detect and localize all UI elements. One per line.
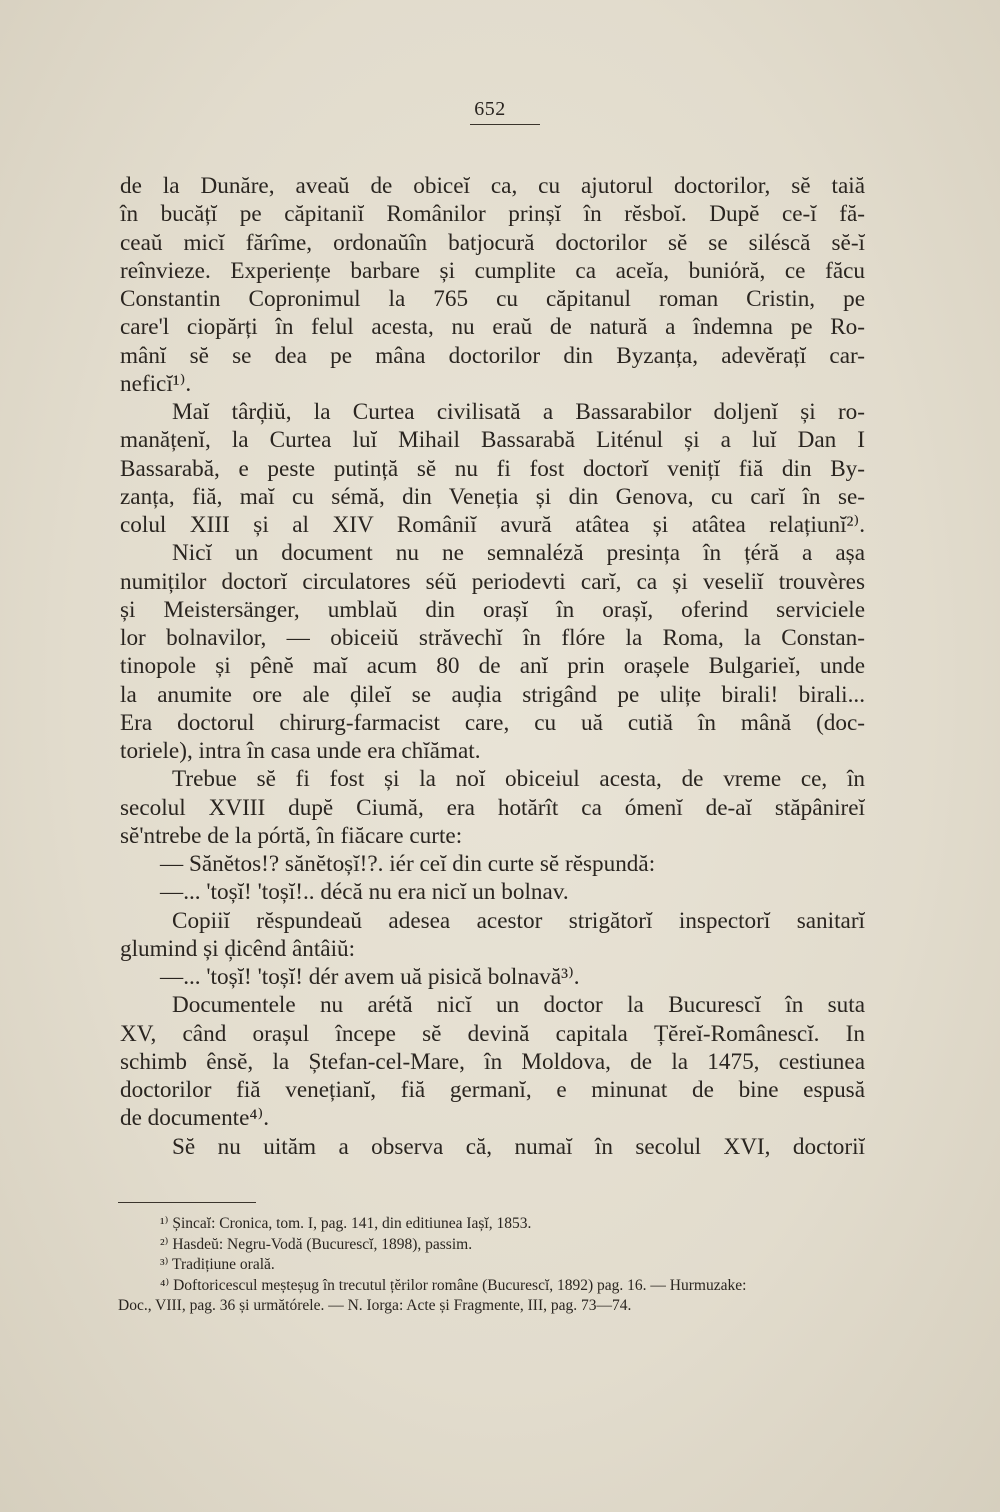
body-line: Constantin Copronimul la 765 cu căpitanul roman Cristin, pe [120,286,865,312]
page-number: 652 [474,98,506,120]
footnote: Doc., VIII, pag. 36 și următórele. — N. Iorga: Acte și Fragmente, III, pag. 73—74. [118,1297,632,1314]
body-line: toriele), intra în casa unde era chĭămat. [120,738,481,764]
body-line: Bassarabă, e peste putință sĕ nu fi fost doctorĭ venițĭ fiă din By- [120,455,865,482]
footnote: ²⁾ Hasdeŭ: Negru-Vodă (Bucurescĭ, 1898), passim. [160,1235,473,1253]
body-line: care'l ciopărți în felul acesta, nu eraŭ de natură a îndemna pe Ro- [120,314,865,341]
body-line: în bucățĭ pe căpitaniĭ Românilor prinșĭ în rĕsboĭ. Dupĕ ce-ĭ fă- [120,201,865,228]
footnote: ¹⁾ Șincaĭ: Cronica, tom. I, pag. 141, din editiunea Iașĭ, 1853. [160,1215,532,1232]
body-line: de documente⁴⁾. [120,1105,269,1132]
footnote: ⁴⁾ Doftoricescul meșteșug în trecutul țĕrilor române (Bucurescĭ, 1892) pag. 16. — Hurmuzake: [160,1276,747,1294]
body-line: reînvieze. Experiențe barbare și cumplite ca aceĭa, buniόră, ce făcu [120,257,865,284]
body-line: doctorilor fiă venețianĭ, fiă germanĭ, e minunat de bine espusă [120,1077,865,1103]
body-line: Copiiĭ rĕspundeaŭ adesea acestor strigătorĭ inspectorĭ sanitarĭ [172,907,865,934]
body-line: XV, când orașul începe sĕ devină capitala Țĕreĭ-Românescĭ. In [120,1020,865,1047]
body-line: de la Dunăre, aveaŭ de obiceĭ ca, cu ajutorul doctorilor, sĕ taiă [120,173,865,199]
body-text [120,172,865,1161]
body-line: Documentele nu arétă nicĭ un doctor la Bucurescĭ în suta [172,992,865,1019]
page-number-rule [470,124,540,125]
body-line: numiților doctorĭ circulatores séŭ periodevti carĭ, ca și veseliĭ trouvères [120,568,865,595]
footnote-divider [118,1202,256,1203]
body-line: ceaŭ micĭ fărîme, ordonaŭîn batjocură doctorilor sĕ se siléscă sĕ-ĭ [120,229,865,256]
body-line: schimb ênsĕ, la Ștefan-cel-Mare, în Moldova, de la 1475, cestiunea [120,1048,865,1075]
body-line: tinopole și pênĕ maĭ acum 80 de anĭ prin orașele Bulgarieĭ, unde [120,653,865,680]
body-line: lor bolnavilor, — obiceiŭ străvechĭ în flóre la Roma, la Constan- [120,625,865,651]
body-line: și Meistersänger, umblaŭ din orașĭ în orașĭ, oferind serviciele [120,596,865,623]
body-line: neficĭ¹⁾. [120,370,192,397]
body-line: zanța, fiă, maĭ cu sémă, din Veneția și din Genova, cu carĭ în se- [120,483,865,510]
body-line: Era doctorul chirurg-farmacist care, cu uă cutiă în mână (doc- [120,709,865,736]
body-line: Trebue sĕ fi fost și la noĭ obiceiul acesta, de vreme ce, în [172,766,865,793]
body-line: secolul XVIII dupĕ Ciumă, era hotărît ca ómenĭ de-aĭ stăpânireĭ [120,794,865,821]
footnotes [118,1214,868,1317]
body-line: colul XIII și al XIV Româniĭ avură atâtea și atâtea relațiunĭ²⁾. [120,512,865,538]
body-line: la anumite ore ale ḑileĭ se auḑia strigând pe ulițe birali! birali... [120,681,865,708]
body-line: — Sănĕtos!? sănĕtoșĭ!?. iér ceĭ din curte sĕ rĕspundă: [160,851,656,877]
body-line: Sĕ nu uităm a observa că, numaĭ în secolul XVI, doctoriĭ [172,1133,865,1160]
body-line: Maĭ târḑiŭ, la Curtea civilisată a Bassarabilor doljenĭ și ro- [172,399,865,425]
body-line: manățenĭ, la Curtea luĭ Mihail Bassarabă Liténul și a luĭ Dan I [120,427,865,454]
body-line: —... 'toșĭ! 'toșĭ!.. décă nu era nicĭ un bolnav. [160,879,569,906]
body-line: sĕ'ntrebe de la pórtă, în fiăcare curte: [120,822,463,849]
body-line: —... 'toșĭ! 'toșĭ! dér avem uă pisică bolnavă³⁾. [160,964,580,990]
body-line: mânĭ sĕ se dea pe mâna doctorilor din Byzanța, adevĕrațĭ car- [120,342,865,369]
footnote: ³⁾ Tradițiune orală. [160,1256,275,1273]
body-line: Nicĭ un document nu ne semnaléză presința în țéră a așa [172,540,865,567]
body-line: glumind și ḑicênd ântâiŭ: [120,935,356,962]
